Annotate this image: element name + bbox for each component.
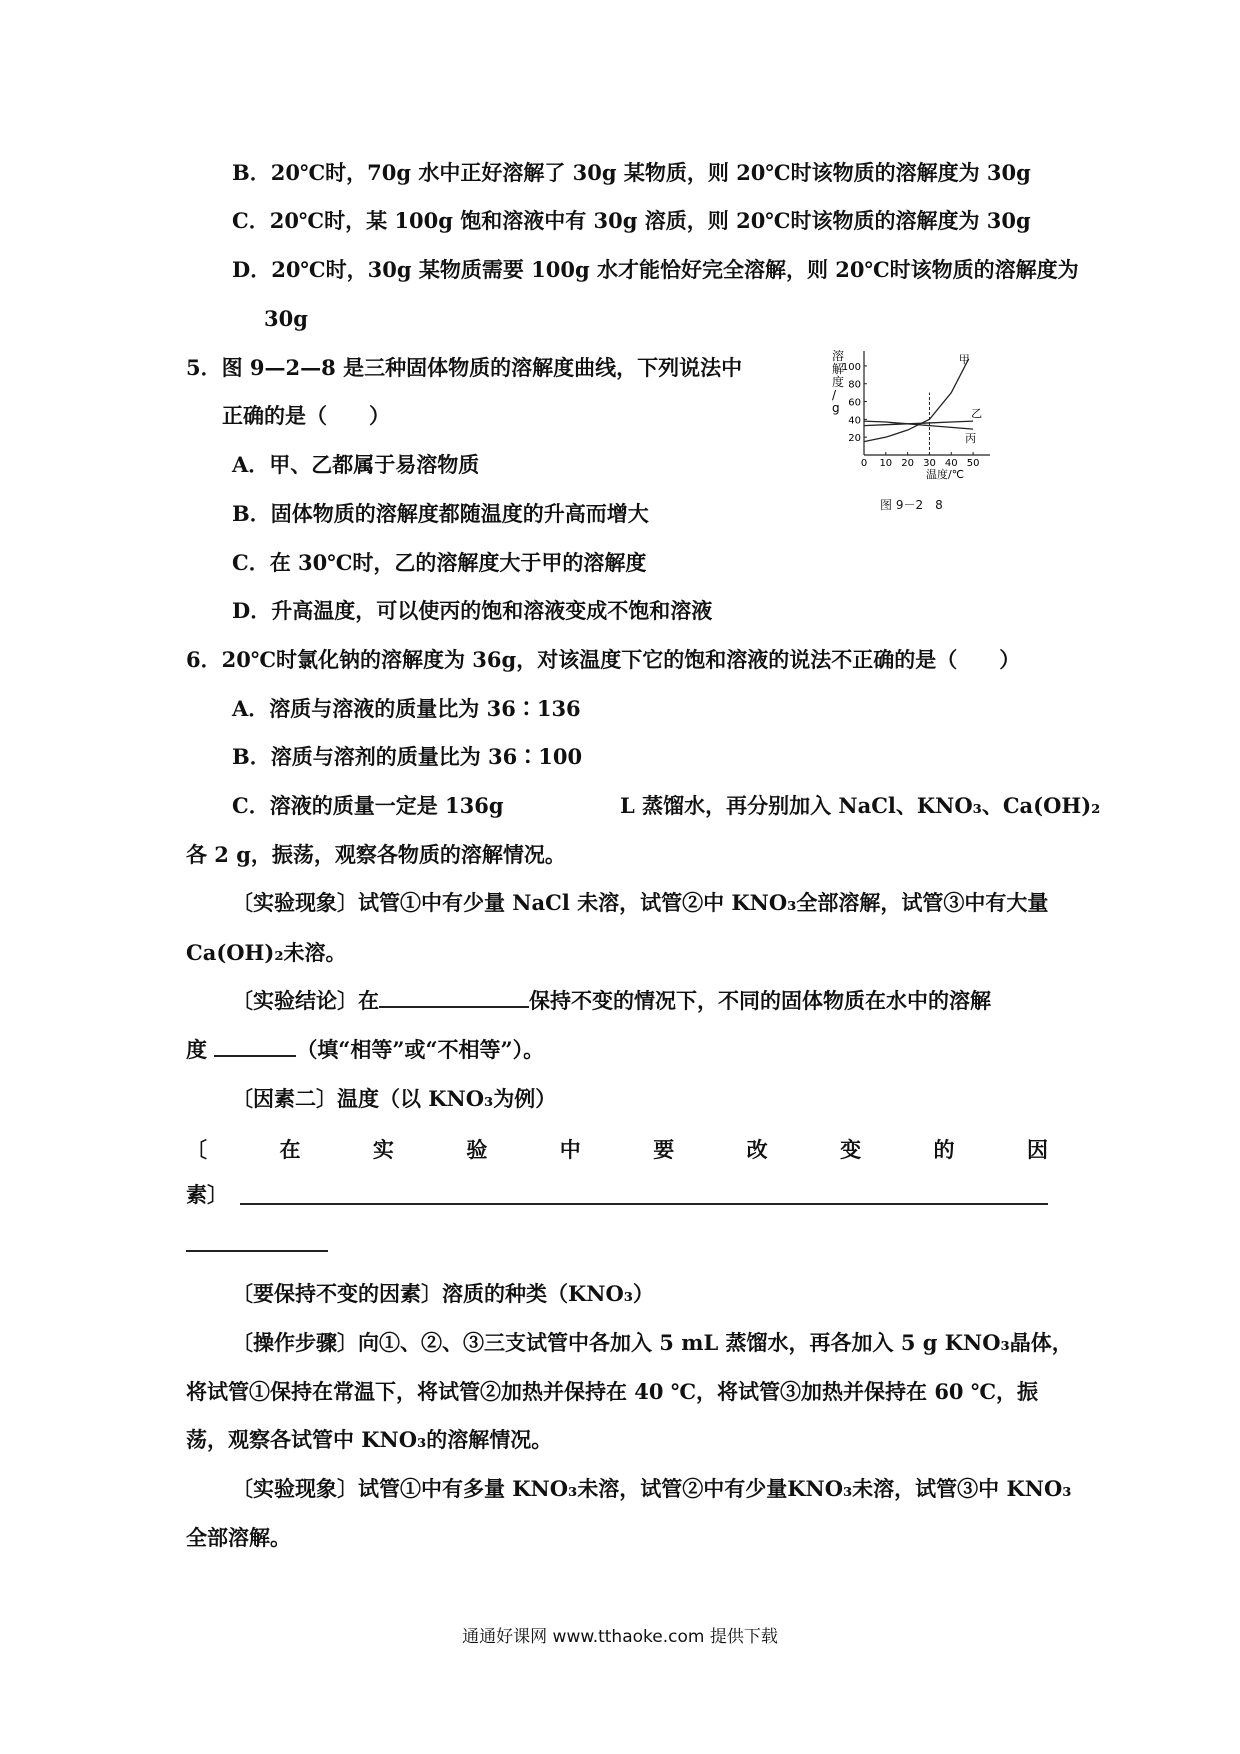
series-line [864,359,969,442]
series-label: 丙 [965,432,977,446]
factor2-change-end: 素〕 [186,1182,228,1207]
exp1-conclusion-cont [186,1037,544,1062]
q5-option-d: D．升高温度，可以使丙的饱和溶液变成不饱和溶液 [232,598,713,623]
exp1-phenomenon-cont: Ca(OH)₂未溶。 [186,940,347,965]
x-tick-label: 0 [860,458,868,469]
q4-option-d-cont: 30g [264,306,308,331]
chart-y-label [832,350,844,415]
solubility-chart [826,350,1016,480]
change-char: 变 [840,1137,862,1162]
change-char: 〔 [186,1137,207,1162]
change-char: 在 [279,1137,301,1162]
q4-option-c: C．20℃时，某 100g 饱和溶液中有 30g 溶质，则 20℃时该物质的溶解度为 30g [232,208,1031,233]
x-tick-label: 50 [966,458,980,469]
series-label: 甲 [958,352,970,366]
factor2-steps-2: 将试管①保持在常温下，将试管②加热并保持在 40 ℃，将试管③加热并保持在 60 ℃，振 [186,1379,1039,1404]
q6-option-b: B．溶质与溶剂的质量比为 36∶100 [232,744,583,769]
factor2-title: 〔因素二〕温度（以 KNO₃为例） [232,1086,557,1111]
q5-stem: 5．图 9—2—8 是三种固体物质的溶解度曲线，下列说法中 [186,355,743,380]
x-tick-label: 40 [944,458,958,469]
y-label-char: g [832,401,840,415]
y-tick-label: 40 [848,415,861,427]
y-label-char: 溶 [832,350,845,363]
answer-line-2[interactable] [186,1250,328,1252]
x-tick-label: 20 [901,458,915,469]
y-label-char: / [832,388,837,402]
q5-stem-cont: 正确的是（ ） [222,403,390,428]
chart-x-label: 温度/℃ [926,468,965,480]
change-char: 验 [466,1137,488,1162]
change-char: 中 [559,1137,581,1162]
y-label-char: 度 [832,375,845,389]
conclusion-text-b: 保持不变的情况下，不同的固体物质在水中的溶解 [529,988,991,1013]
factor2-change-row [186,1134,1048,1164]
exp1-conclusion [232,988,991,1013]
conclusion-blank-1[interactable] [379,988,529,1008]
q5-option-a: A．甲、乙都属于易溶物质 [232,452,480,477]
change-char: 的 [933,1137,955,1162]
q6-option-a: A．溶质与溶液的质量比为 36∶136 [232,696,581,721]
chart-marks [864,353,982,455]
conclusion-blank-2[interactable] [214,1037,296,1057]
q4-option-d: D．20℃时，30g 某物质需要 100g 水才能恰好完全溶解，则 20℃时该物质的溶解度为 [232,257,1079,282]
q6-option-c: C．溶液的质量一定是 136g [232,793,504,818]
change-char: 要 [653,1137,675,1162]
change-char: 实 [372,1137,394,1162]
series-label: 乙 [971,407,983,421]
chart-axes [842,351,990,469]
factor2-keep: 〔要保持不变的因素〕溶质的种类（KNO₃） [232,1281,654,1306]
q4-option-b: B．20℃时，70g 水中正好溶解了 30g 某物质，则 20℃时该物质的溶解度为 30g [232,160,1031,185]
factor2-steps-3: 荡，观察各试管中 KNO₃的溶解情况。 [186,1427,553,1452]
figure-caption: 图 9－2 8 [880,498,943,512]
q5-option-b: B．固体物质的溶解度都随温度的升高而增大 [232,501,649,526]
exp1-line-b: 各 2 g，振荡，观察各物质的溶解情况。 [186,842,566,867]
factor2-phenomenon-cont: 全部溶解。 [186,1525,291,1550]
x-tick-label: 10 [879,458,893,469]
conclusion-text-a: 〔实验结论〕在 [232,988,379,1013]
y-label-char: 解 [832,362,845,376]
factor2-phenomenon: 〔实验现象〕试管①中有多量 KNO₃未溶，试管②中有少量KNO₃未溶，试管③中 KNO₃ [232,1476,1072,1501]
x-tick-label: 30 [923,458,936,469]
footer-credit: 通通好课网 www.tthaoke.com 提供下载 [462,1627,778,1647]
answer-line-1[interactable] [240,1203,1048,1205]
conclusion-text-d: （填“相等”或“不相等”）。 [296,1037,545,1062]
change-char: 因 [1026,1137,1048,1162]
exp1-phenomenon: 〔实验现象〕试管①中有少量 NaCl 未溶，试管②中 KNO₃全部溶解，试管③中有大量 [232,890,1049,915]
y-tick-label: 80 [848,379,861,391]
conclusion-text-c: 度 [186,1037,207,1062]
factor2-steps: 〔操作步骤〕向①、②、③三支试管中各加入 5 mL 蒸馏水，再各加入 5 g KNO₃晶体， [232,1330,1073,1355]
y-tick-label: 100 [841,361,861,373]
y-tick-label: 60 [848,397,861,409]
change-char: 改 [746,1137,768,1162]
exp1-line-a: L 蒸馏水，再分别加入 NaCl、KNO₃、Ca(OH)₂ [620,793,1101,818]
q5-option-c: C．在 30℃时，乙的溶解度大于甲的溶解度 [232,550,647,575]
y-tick-label: 20 [848,433,861,445]
q6-stem: 6．20℃时氯化钠的溶解度为 36g，对该温度下它的饱和溶液的说法不正确的是（ ） [186,647,1021,672]
